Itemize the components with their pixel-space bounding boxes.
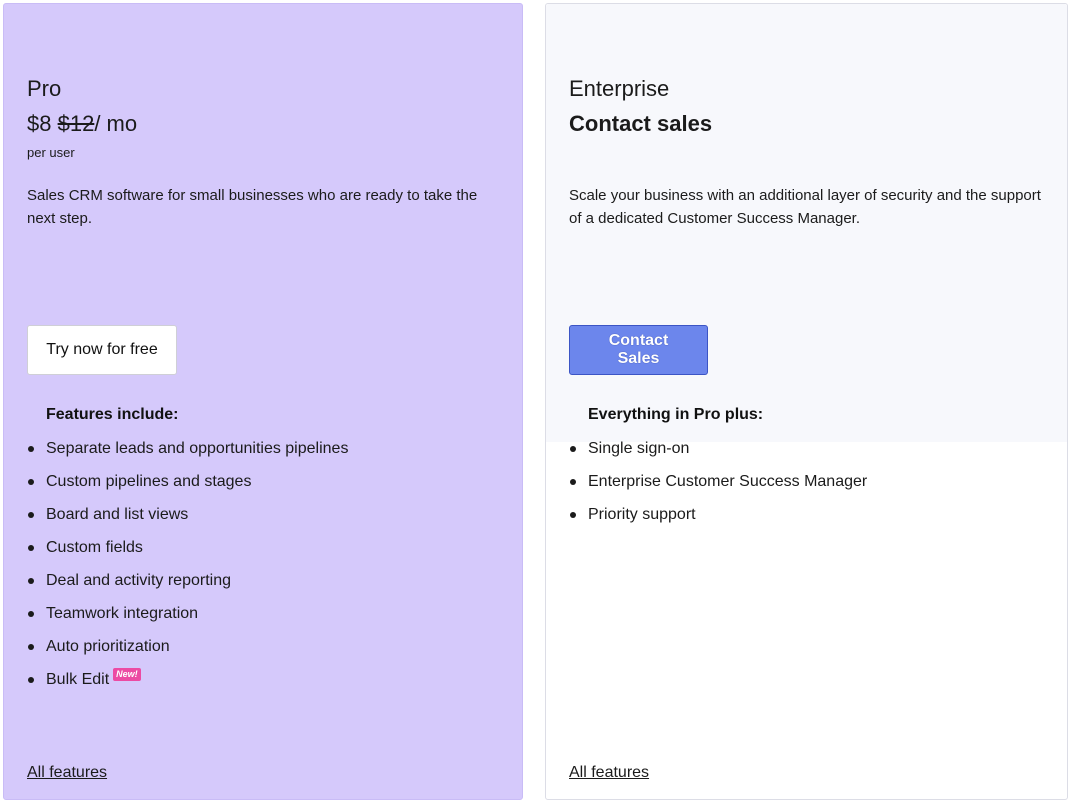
bullet-icon (28, 644, 34, 650)
pro-features-heading: Features include: (46, 406, 179, 423)
enterprise-all-features-link[interactable]: All features (569, 764, 650, 781)
pro-feature-item: Deal and activity reporting (27, 564, 348, 597)
pro-per-user-label: per user (27, 145, 75, 160)
pro-price-current: $8 (27, 111, 52, 136)
bullet-icon (28, 446, 34, 452)
bullet-icon (28, 512, 34, 518)
pro-feature-item: Custom pipelines and stages (27, 465, 348, 498)
enterprise-feature-item: Priority support (569, 498, 867, 531)
pro-plan-description: Sales CRM software for small businesses who are ready to take the next step. (27, 187, 478, 227)
enterprise-plan-price: Contact sales (569, 111, 713, 136)
enterprise-feature-item: Single sign-on (569, 432, 867, 465)
pro-plan-name: Pro (27, 76, 62, 101)
enterprise-plan-description: Scale your business with an additional layer of security and the support of a dedicated Customer Success Manager. (569, 187, 1041, 227)
bullet-icon (28, 479, 34, 485)
new-badge: New! (113, 668, 141, 681)
pro-all-features-link[interactable]: All features (27, 764, 108, 781)
pro-feature-item: Board and list views (27, 498, 348, 531)
pro-plan-card (3, 3, 523, 800)
pro-feature-item: Auto prioritization (27, 630, 348, 663)
pro-price-suffix: / mo (94, 111, 138, 136)
enterprise-plan-name: Enterprise (569, 76, 670, 101)
contact-sales-button[interactable]: Contact Sales (569, 325, 708, 375)
bullet-icon (28, 677, 34, 683)
enterprise-features-list (569, 432, 867, 531)
pro-feature-item: Custom fields (27, 531, 348, 564)
bullet-icon (28, 545, 34, 551)
pro-plan-price (27, 111, 137, 137)
pro-feature-item: Separate leads and opportunities pipelines (27, 432, 348, 465)
bullet-icon (570, 446, 576, 452)
pro-price-old: $12 (57, 111, 95, 136)
bullet-icon (570, 512, 576, 518)
bullet-icon (570, 479, 576, 485)
bullet-icon (28, 578, 34, 584)
enterprise-plan-content (569, 4, 1043, 799)
pro-plan-content (27, 4, 498, 799)
enterprise-features-heading: Everything in Pro plus: (588, 406, 764, 423)
enterprise-plan-card (545, 3, 1068, 800)
pro-feature-item: Bulk Edit New! (27, 663, 348, 696)
bullet-icon (28, 611, 34, 617)
pro-feature-item: Teamwork integration (27, 597, 348, 630)
try-now-for-free-button[interactable]: Try now for free (27, 325, 177, 375)
pro-features-list (27, 432, 348, 696)
enterprise-feature-item: Enterprise Customer Success Manager (569, 465, 867, 498)
